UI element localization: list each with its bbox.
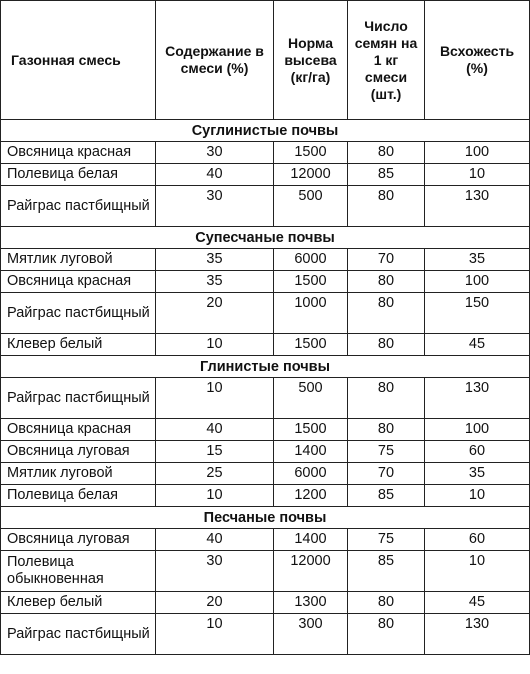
- germination-cell: 45: [425, 334, 530, 356]
- section-row: [1, 227, 530, 249]
- mix-name: Овсяница красная: [1, 419, 156, 441]
- mix-name: Полевица обыкновенная: [1, 551, 156, 592]
- mix-name: Овсяница луговая: [1, 529, 156, 551]
- share-cell: 40: [156, 164, 274, 186]
- header-seeding-rate: Норма высева (кг/га): [274, 1, 348, 120]
- rate-cell: 1500: [274, 334, 348, 356]
- table-row: [1, 419, 530, 441]
- section-title: Суглинистые почвы: [1, 120, 530, 142]
- rate-cell: 12000: [274, 164, 348, 186]
- mix-name: Клевер белый: [1, 592, 156, 614]
- seeds-cell: 80: [348, 293, 425, 334]
- table-row: [1, 293, 530, 334]
- mix-name: Райграс пастбищный: [1, 186, 156, 227]
- seeds-cell: 75: [348, 529, 425, 551]
- header-mix-name: Газонная смесь: [1, 1, 156, 120]
- share-cell: 40: [156, 419, 274, 441]
- share-cell: 10: [156, 378, 274, 419]
- mix-name: Райграс пастбищный: [1, 378, 156, 419]
- rate-cell: 6000: [274, 463, 348, 485]
- rate-cell: 1400: [274, 441, 348, 463]
- share-cell: 10: [156, 485, 274, 507]
- mix-name: Клевер белый: [1, 334, 156, 356]
- germination-cell: 10: [425, 485, 530, 507]
- section-title: Супесчаные почвы: [1, 227, 530, 249]
- rate-cell: 1300: [274, 592, 348, 614]
- rate-cell: 6000: [274, 249, 348, 271]
- section-row: [1, 120, 530, 142]
- mix-name: Полевица белая: [1, 164, 156, 186]
- seeds-cell: 70: [348, 249, 425, 271]
- section-title: Песчаные почвы: [1, 507, 530, 529]
- germination-cell: 45: [425, 592, 530, 614]
- header-germination: Всхожесть (%): [425, 1, 530, 120]
- seeds-cell: 70: [348, 463, 425, 485]
- share-cell: 20: [156, 592, 274, 614]
- share-cell: 30: [156, 186, 274, 227]
- seeds-cell: 80: [348, 186, 425, 227]
- section-title: Глинистые почвы: [1, 356, 530, 378]
- germination-cell: 150: [425, 293, 530, 334]
- rate-cell: 1500: [274, 142, 348, 164]
- germination-cell: 130: [425, 378, 530, 419]
- section-row: [1, 356, 530, 378]
- germination-cell: 130: [425, 614, 530, 655]
- header-row: [1, 1, 530, 120]
- table-row: [1, 164, 530, 186]
- seeds-cell: 75: [348, 441, 425, 463]
- rate-cell: 300: [274, 614, 348, 655]
- rate-cell: 1200: [274, 485, 348, 507]
- mix-name: Райграс пастбищный: [1, 614, 156, 655]
- share-cell: 10: [156, 334, 274, 356]
- germination-cell: 60: [425, 529, 530, 551]
- table-row: [1, 441, 530, 463]
- mix-name: Овсяница луговая: [1, 441, 156, 463]
- germination-cell: 100: [425, 142, 530, 164]
- germination-cell: 10: [425, 551, 530, 592]
- seeds-cell: 80: [348, 614, 425, 655]
- seeds-cell: 80: [348, 142, 425, 164]
- seeds-cell: 80: [348, 271, 425, 293]
- section-row: [1, 507, 530, 529]
- table-row: [1, 142, 530, 164]
- germination-cell: 100: [425, 419, 530, 441]
- header-share: Содержание в смеси (%): [156, 1, 274, 120]
- germination-cell: 35: [425, 463, 530, 485]
- rate-cell: 1500: [274, 419, 348, 441]
- table-row: [1, 485, 530, 507]
- seeds-cell: 85: [348, 485, 425, 507]
- seeds-cell: 80: [348, 419, 425, 441]
- rate-cell: 1400: [274, 529, 348, 551]
- rate-cell: 1500: [274, 271, 348, 293]
- germination-cell: 130: [425, 186, 530, 227]
- seeds-cell: 85: [348, 164, 425, 186]
- seeds-cell: 85: [348, 551, 425, 592]
- mix-name: Овсяница красная: [1, 142, 156, 164]
- germination-cell: 100: [425, 271, 530, 293]
- share-cell: 20: [156, 293, 274, 334]
- share-cell: 35: [156, 271, 274, 293]
- germination-cell: 35: [425, 249, 530, 271]
- share-cell: 10: [156, 614, 274, 655]
- table-row: [1, 551, 530, 592]
- germination-cell: 10: [425, 164, 530, 186]
- share-cell: 30: [156, 142, 274, 164]
- table-row: [1, 186, 530, 227]
- table-row: [1, 529, 530, 551]
- rate-cell: 1000: [274, 293, 348, 334]
- rate-cell: 500: [274, 378, 348, 419]
- table-row: [1, 614, 530, 655]
- seeds-cell: 80: [348, 334, 425, 356]
- header-seed-count: Число семян на 1 кг смеси (шт.): [348, 1, 425, 120]
- mix-name: Мятлик луговой: [1, 249, 156, 271]
- table-row: [1, 592, 530, 614]
- share-cell: 35: [156, 249, 274, 271]
- table-row: [1, 271, 530, 293]
- mix-name: Полевица белая: [1, 485, 156, 507]
- seeds-cell: 80: [348, 378, 425, 419]
- table-row: [1, 463, 530, 485]
- share-cell: 25: [156, 463, 274, 485]
- rate-cell: 500: [274, 186, 348, 227]
- table-row: [1, 378, 530, 419]
- mix-name: Райграс пастбищный: [1, 293, 156, 334]
- share-cell: 40: [156, 529, 274, 551]
- germination-cell: 60: [425, 441, 530, 463]
- seeds-cell: 80: [348, 592, 425, 614]
- mix-name: Овсяница красная: [1, 271, 156, 293]
- share-cell: 30: [156, 551, 274, 592]
- table-row: [1, 249, 530, 271]
- rate-cell: 12000: [274, 551, 348, 592]
- table-row: [1, 334, 530, 356]
- share-cell: 15: [156, 441, 274, 463]
- mix-name: Мятлик луговой: [1, 463, 156, 485]
